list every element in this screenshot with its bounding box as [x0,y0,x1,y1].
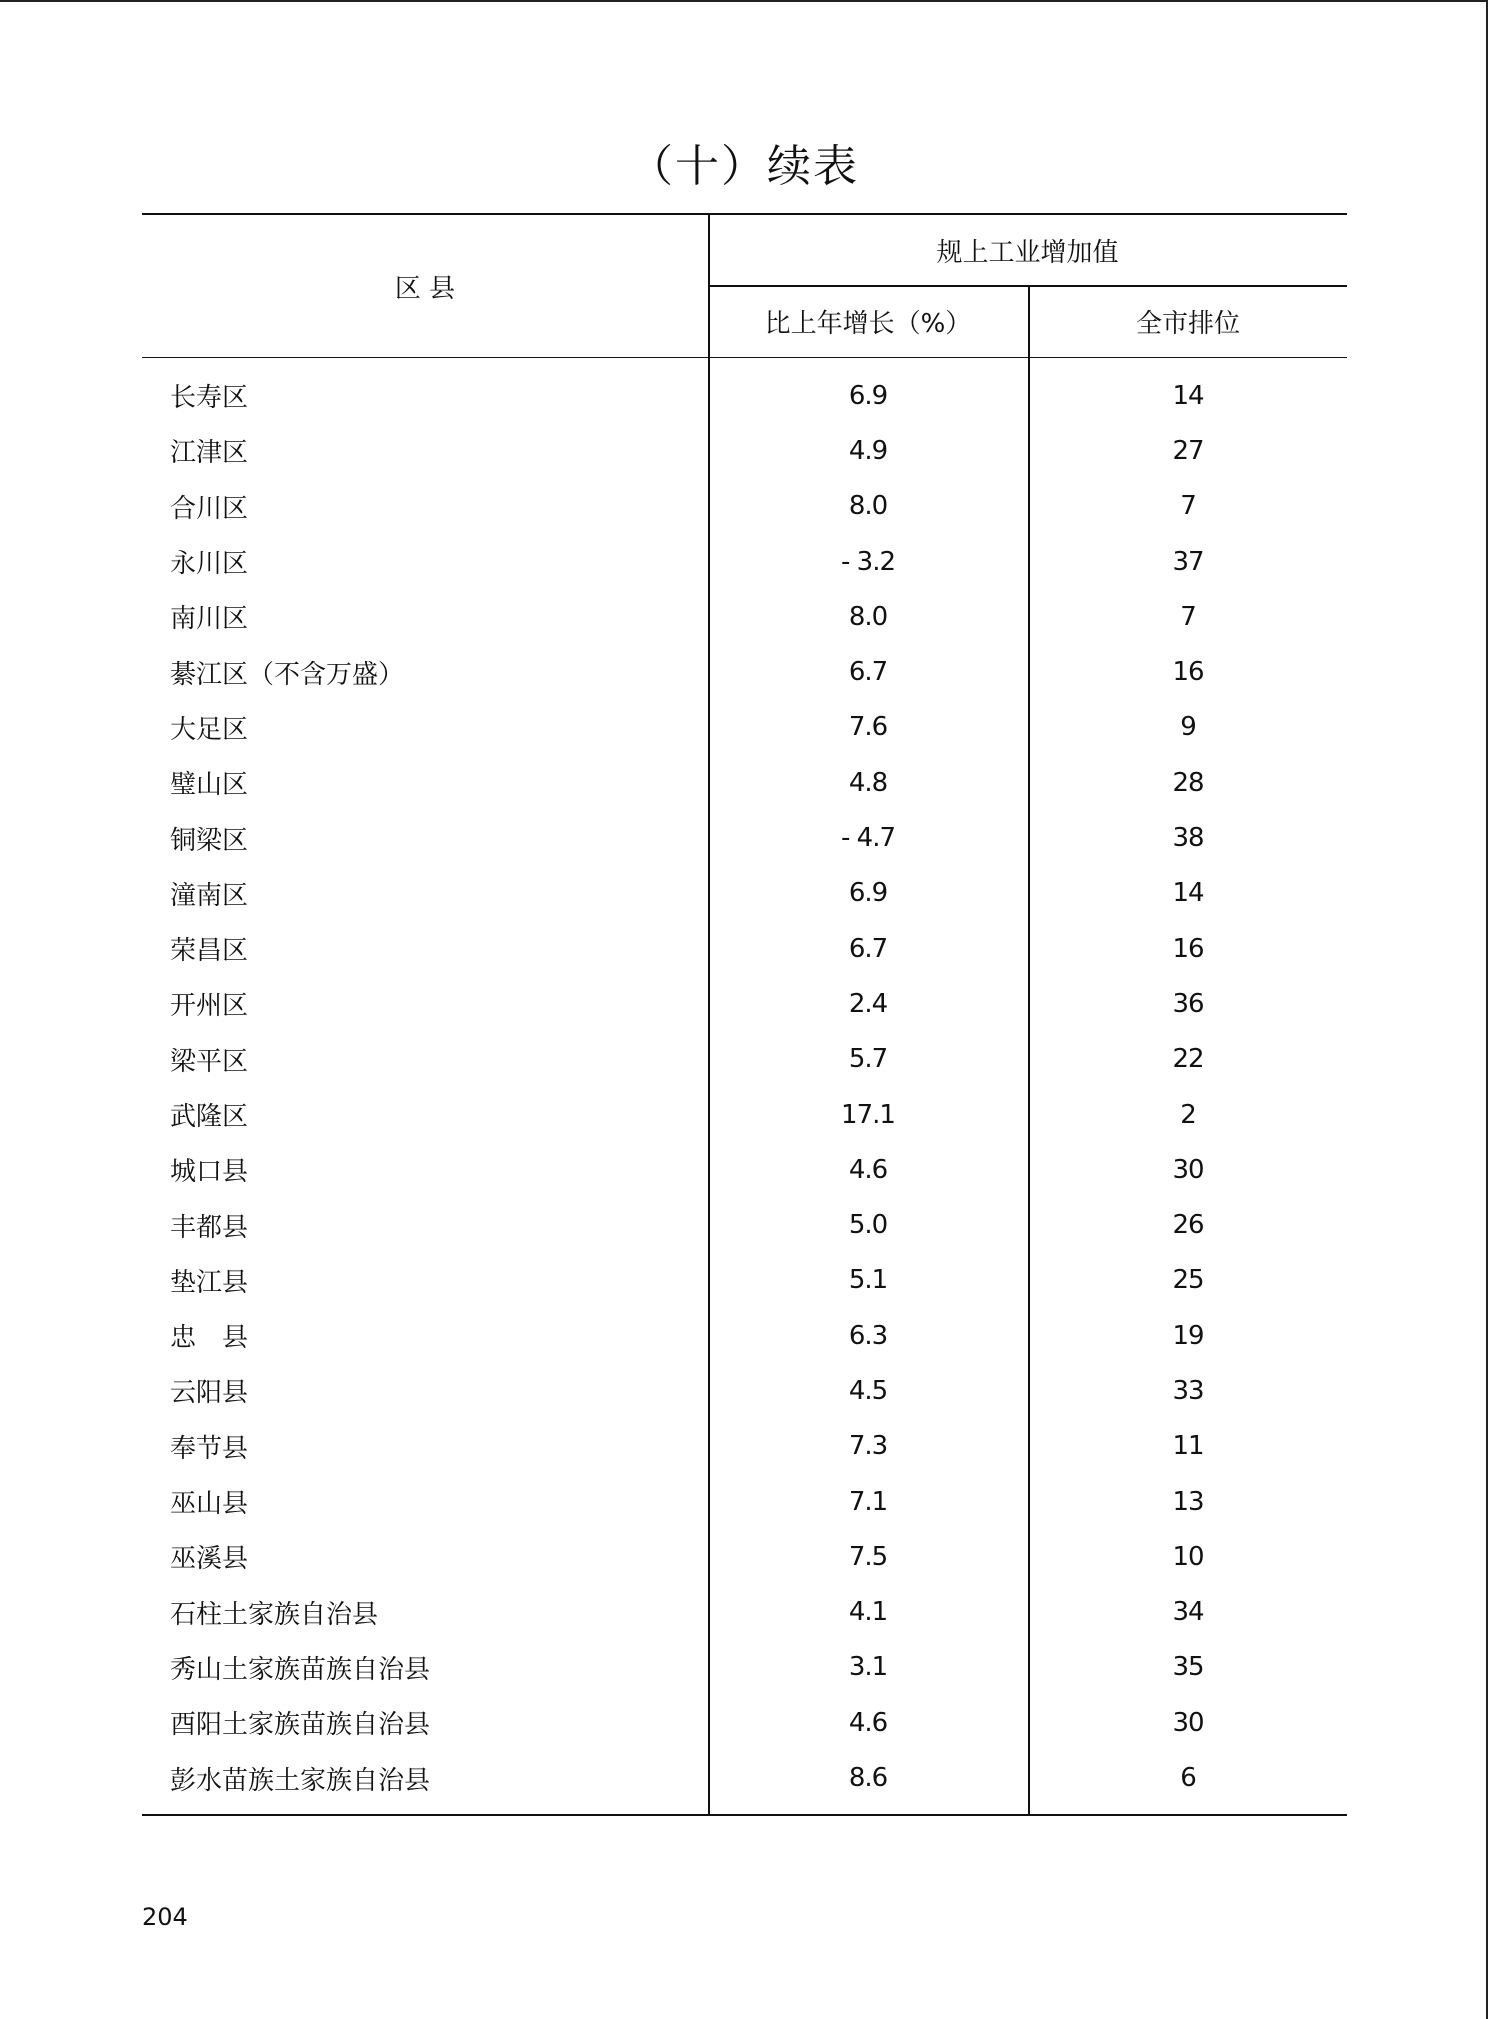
table-row [142,866,1347,921]
table-row [142,479,1347,534]
district-name: 彭水苗族土家族自治县 [170,1765,431,1796]
rank-value: 27 [1172,435,1204,466]
table-row [142,423,1347,478]
growth-value: 4.8 [848,767,888,798]
district-name: 石柱土家族自治县 [170,1599,379,1630]
table-row [142,1087,1347,1142]
growth-value: 7.6 [848,712,888,743]
page-title: （十）续表 [629,141,859,192]
table-row [142,1419,1347,1474]
rank-value: 16 [1172,657,1204,688]
table-row [142,1640,1347,1695]
growth-value: 4.6 [848,1707,888,1738]
table-row [142,1032,1347,1087]
district-name: 长寿区 [170,383,249,414]
district-name: 酉阳土家族苗族自治县 [170,1710,431,1741]
district-name: 梁平区 [170,1046,249,1077]
district-name: 城口县 [170,1157,249,1188]
table-row [142,1197,1347,1252]
district-name: 铜梁区 [170,825,249,856]
rank-value: 30 [1172,1707,1204,1738]
growth-value: 4.1 [848,1597,888,1628]
table-row [142,921,1347,976]
district-name: 巫山县 [170,1489,249,1520]
growth-value: - 3.2 [841,546,895,577]
rank-value: 14 [1172,878,1204,909]
growth-value: 5.7 [848,1044,888,1075]
rank-value: 13 [1172,1486,1204,1517]
header-rank: 全市排位 [1135,309,1240,339]
header-district: 区 县 [394,273,456,304]
table-body [142,358,1347,1816]
growth-value: 4.6 [848,1154,888,1185]
rank-value: 34 [1172,1597,1204,1628]
district-name: 永川区 [170,549,249,580]
growth-value: 4.5 [848,1375,888,1406]
rank-value: 36 [1172,988,1204,1019]
district-name: 奉节县 [170,1433,249,1464]
growth-value: 4.9 [848,435,888,466]
growth-value: 3.1 [848,1652,888,1683]
rank-value: 22 [1172,1044,1204,1075]
data-table [142,213,1347,1816]
growth-value: 7.1 [848,1486,888,1517]
table-row [142,1142,1347,1197]
growth-value: 5.0 [848,1210,888,1241]
table-row [142,644,1347,699]
rank-value: 7 [1180,601,1196,632]
district-name: 潼南区 [170,880,249,911]
table-row [142,1750,1347,1805]
table-row [142,1308,1347,1363]
table-row [142,700,1347,755]
growth-value: 8.0 [848,601,888,632]
table-row [142,1474,1347,1529]
rank-value: 7 [1180,491,1196,522]
rank-value: 37 [1172,546,1204,577]
growth-value: 7.5 [848,1541,888,1572]
district-name: 云阳县 [170,1378,249,1409]
district-name: 开州区 [170,991,249,1022]
rank-value: 11 [1172,1431,1204,1462]
rank-value: 14 [1172,380,1204,411]
rank-value: 35 [1172,1652,1204,1683]
table-row [142,1253,1347,1308]
growth-value: 6.3 [848,1320,888,1351]
table-row [142,589,1347,644]
growth-value: 6.7 [848,657,888,688]
district-name: 忠 县 [170,1323,249,1354]
rank-value: 25 [1172,1265,1204,1296]
district-name: 大足区 [170,714,249,745]
page-number: 204 [142,1903,188,1931]
district-name: 丰都县 [170,1212,249,1243]
table-row [142,534,1347,589]
district-name: 垫江县 [170,1267,249,1298]
district-name: 南川区 [170,604,249,635]
district-name: 合川区 [170,493,249,524]
table-row [142,755,1347,810]
growth-value: 17.1 [841,1099,895,1130]
district-name: 綦江区（不含万盛） [170,659,405,690]
growth-value: 7.3 [848,1431,888,1462]
district-name: 江津区 [170,438,249,469]
district-name: 璧山区 [170,770,249,801]
growth-value: 2.4 [848,988,888,1019]
rank-value: 26 [1172,1210,1204,1241]
header-growth: 比上年增长（%） [764,309,972,339]
rank-value: 38 [1172,823,1204,854]
growth-value: - 4.7 [841,823,895,854]
rank-value: 30 [1172,1154,1204,1185]
table-row [142,976,1347,1031]
rank-value: 6 [1180,1763,1196,1794]
rank-value: 9 [1180,712,1196,743]
table-row [142,1585,1347,1640]
table-row [142,368,1347,423]
table-row [142,810,1347,865]
district-name: 秀山土家族苗族自治县 [170,1654,431,1685]
rank-value: 19 [1172,1320,1204,1351]
top-border [0,0,1488,2]
district-name: 荣昌区 [170,936,249,967]
header-group-industrial-value: 规上工业增加值 [936,237,1119,268]
district-name: 巫溪县 [170,1544,249,1575]
rank-value: 2 [1180,1099,1196,1130]
growth-value: 8.6 [848,1763,888,1794]
rank-value: 10 [1172,1541,1204,1572]
rank-value: 16 [1172,933,1204,964]
rank-value: 28 [1172,767,1204,798]
table-header [142,213,1347,358]
growth-value: 5.1 [848,1265,888,1296]
growth-value: 6.7 [848,933,888,964]
growth-value: 6.9 [848,380,888,411]
growth-value: 6.9 [848,878,888,909]
rank-value: 33 [1172,1375,1204,1406]
growth-value: 8.0 [848,491,888,522]
table-row [142,1529,1347,1584]
table-row [142,1363,1347,1418]
table-row [142,1695,1347,1750]
district-name: 武隆区 [170,1102,249,1132]
